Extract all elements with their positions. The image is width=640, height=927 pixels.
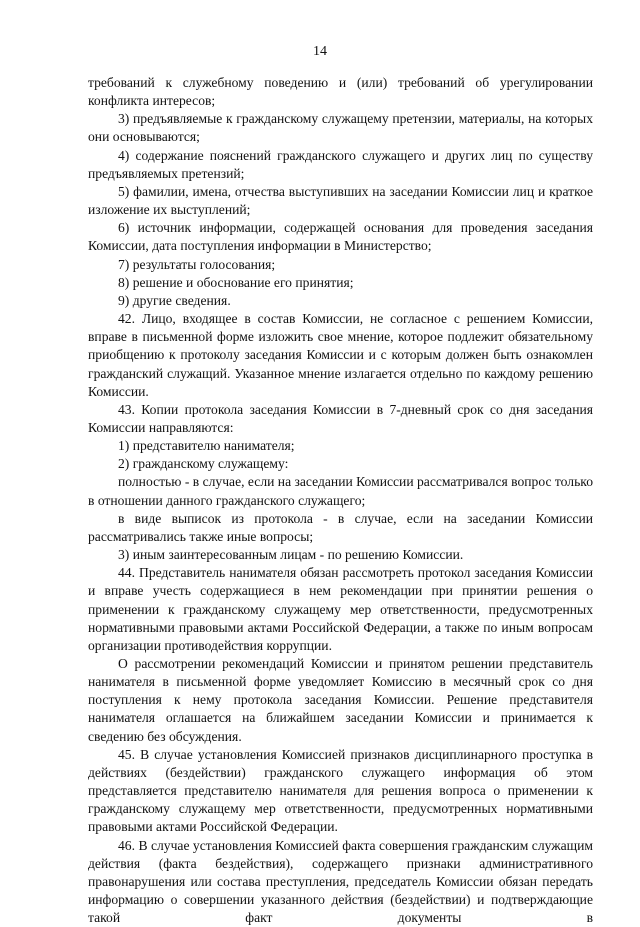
- paragraph: 7) результаты голосования;: [118, 256, 276, 272]
- paragraph: требований к служебному поведению и (или) требований об урегулировании конфликта интересов;: [88, 75, 593, 109]
- document-body: [88, 74, 593, 927]
- paragraph: 45. В случае установления Комиссией признаков дисциплинарного проступка в действиях (бездействии) гражданского служащего информация об этом представляется представителю нанимателя для решения вопроса о применении к гражданскому служащему мер ответственности, предусмотренных нормативными правовыми актами Российской Федерации.: [88, 746, 593, 835]
- paragraph: 3) иным заинтересованным лицам - по решению Комиссии.: [118, 547, 464, 563]
- paragraph: 3) предъявляемые к гражданскому служащему претензии, материалы, на которых они основываются;: [88, 111, 593, 145]
- paragraph: 4) содержание пояснений гражданского служащего и других лиц по существу предъявляемых претензий;: [88, 147, 593, 181]
- paragraph: 8) решение и обоснование его принятия;: [118, 274, 354, 290]
- paragraph: 1) представителю нанимателя;: [118, 438, 295, 454]
- paragraph: полностью - в случае, если на заседании Комиссии рассматривался вопрос только в отношении данного гражданского служащего;: [88, 474, 593, 508]
- paragraph: 46. В случае установления Комиссией факта совершения гражданским служащим действия (факта бездействия), содержащего признаки административного правонарушения или состава преступления, председатель Комиссии обязан передать информацию о совершении указанного действия (бездействии) и подтверждающие такой факт документы в: [88, 837, 593, 926]
- paragraph: 2) гражданскому служащему:: [118, 456, 289, 472]
- paragraph: 9) другие сведения.: [118, 292, 231, 308]
- paragraph: 44. Представитель нанимателя обязан рассмотреть протокол заседания Комиссии и вправе учесть содержащиеся в нем рекомендации при принятии решения о применении к гражданскому служащему мер ответственности, предусмотренных нормативными правовыми актами Российской Федерации, а также по иным вопросам организации противодействия коррупции.: [88, 565, 593, 653]
- paragraph: 6) источник информации, содержащей основания для проведения заседания Комиссии, дата поступления информации в Министерство;: [88, 220, 593, 254]
- paragraph: О рассмотрении рекомендаций Комиссии и принятом решении представитель нанимателя в письменной форме уведомляет Комиссию в месячный срок со дня поступления к нему протокола заседания Комиссии. Решение представителя нанимателя оглашается на ближайшем заседании Комиссии и принимается к сведению без обсуждения.: [88, 656, 593, 744]
- paragraph: 42. Лицо, входящее в состав Комиссии, не согласное с решением Комиссии, вправе в письменной форме изложить свое мнение, которое подлежит обязательному приобщению к протоколу заседания Комиссии и с которым должен быть ознакомлен гражданский служащий. Указанное мнение излагается отдельно по каждому решению Комиссии.: [88, 311, 593, 399]
- paragraph: 43. Копии протокола заседания Комиссии в 7-дневный срок со дня заседания Комиссии направляются:: [88, 401, 593, 435]
- page-number: 14: [313, 44, 327, 59]
- paragraph: 5) фамилии, имена, отчества выступивших на заседании Комиссии лиц и краткое изложение их выступлений;: [88, 183, 593, 218]
- paragraph: в виде выписок из протокола - в случае, если на заседании Комиссии рассматривались также иные вопросы;: [88, 510, 593, 544]
